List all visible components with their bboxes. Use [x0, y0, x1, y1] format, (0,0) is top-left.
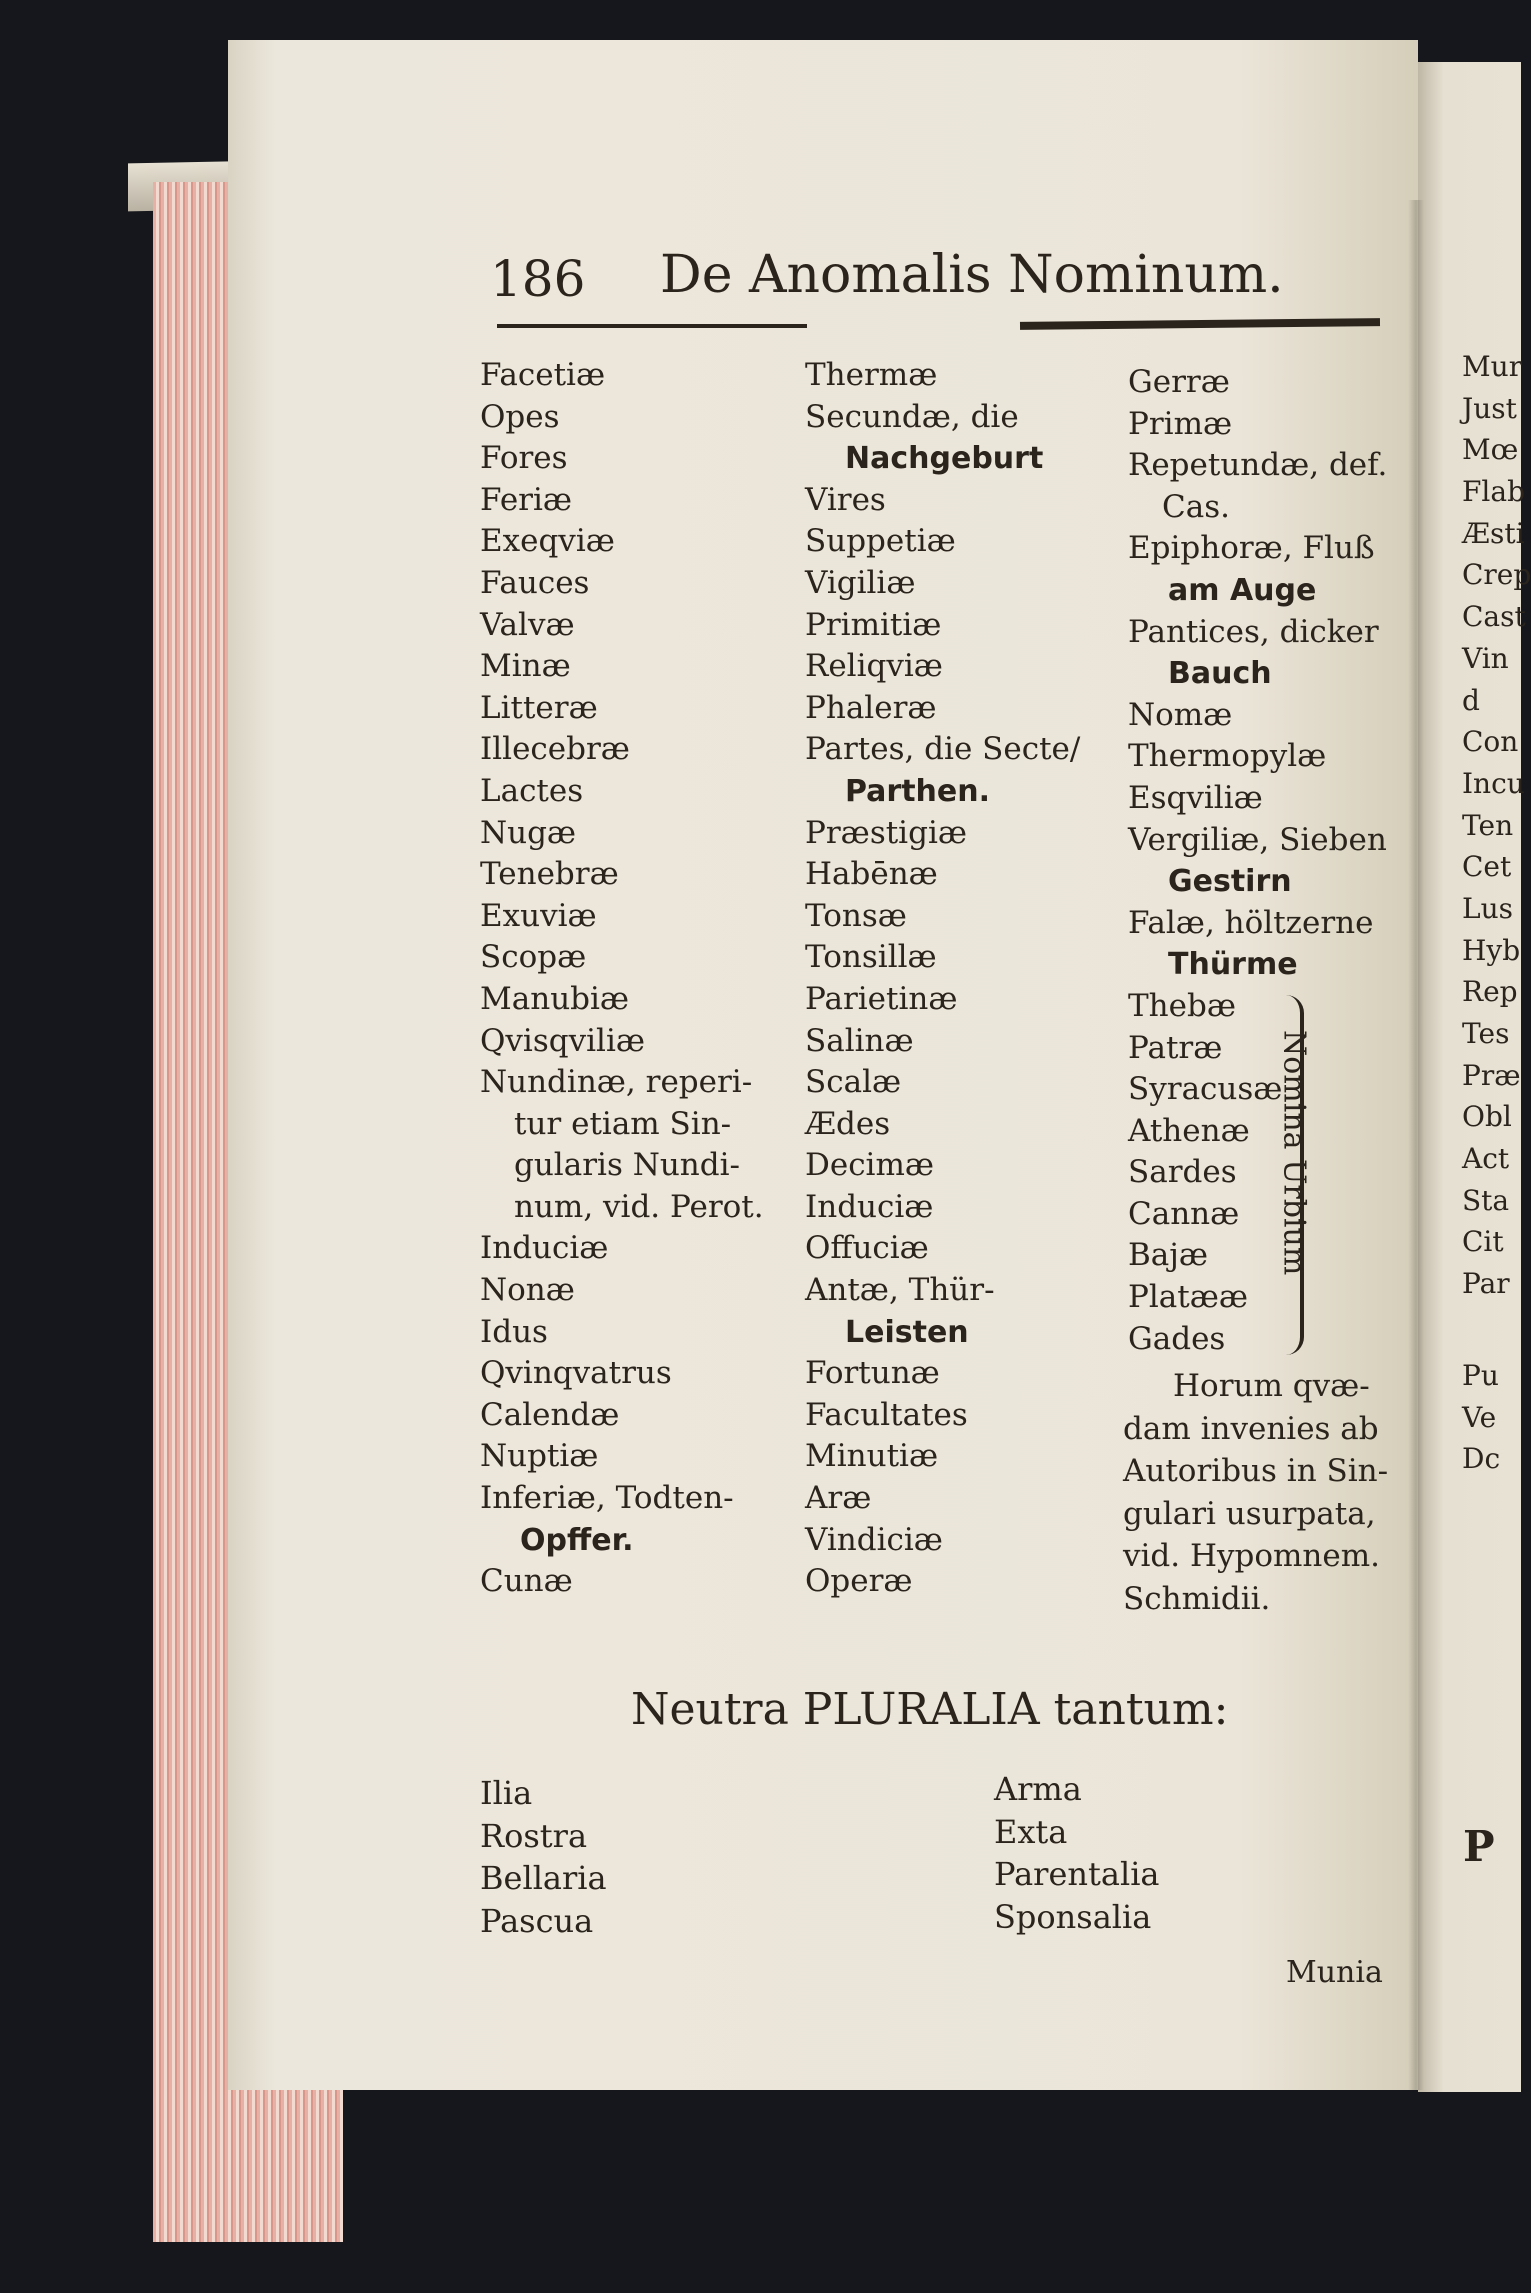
word-entry: Secundæ, die — [805, 398, 1019, 435]
fragment: Incu — [1462, 766, 1525, 800]
word-entry: Vindiciæ — [805, 1521, 943, 1558]
word-entry: Sardes — [1128, 1154, 1237, 1191]
word-entry: Nomæ — [1128, 696, 1233, 733]
word-entry: Syracusæ — [1128, 1071, 1283, 1108]
word-entry: Suppetiæ — [805, 523, 956, 560]
word-entry: Repetundæ, def. — [1128, 447, 1388, 484]
fragment: Dc — [1462, 1442, 1501, 1476]
note-line: Schmidii. — [1123, 1580, 1271, 1617]
word-entry: Decimæ — [805, 1147, 935, 1184]
word-entry: Qvisqviliæ — [480, 1022, 645, 1059]
word-entry: Pascua — [480, 1901, 594, 1940]
word-entry: Scopæ — [480, 939, 587, 976]
word-entry: Parietinæ — [805, 980, 958, 1017]
word-entry: Exeqviæ — [480, 523, 615, 560]
word-entry: Facetiæ — [480, 357, 606, 393]
word-entry: Pantices, dicker — [1128, 613, 1379, 650]
word-entry: Feriæ — [480, 481, 573, 518]
word-entry: Valvæ — [480, 606, 575, 643]
word-entry: Minæ — [480, 648, 571, 685]
word-entry: Nugæ — [480, 814, 577, 851]
word-entry: Cannæ — [1128, 1195, 1240, 1232]
word-entry: Ilia — [480, 1774, 533, 1812]
word-entry: Habēnæ — [805, 856, 938, 893]
fragment: Vin — [1462, 641, 1509, 675]
word-entry: Primitiæ — [805, 606, 942, 643]
word-entry: Vergiliæ, Sieben — [1128, 821, 1387, 858]
word-entry: Inferiæ, Todten- — [480, 1480, 734, 1517]
word-entry-continuation: tur etiam Sin- — [514, 1105, 732, 1142]
note-line: gulari usurpata, — [1123, 1495, 1376, 1532]
section-heading: Neutra PLURALIA tantum: — [631, 1684, 1229, 1735]
word-entry: Vigiliæ — [805, 564, 916, 601]
neutra-left-list — [480, 1772, 607, 1942]
word-entry: Fauces — [480, 564, 590, 601]
word-entry: Fores — [480, 440, 568, 477]
word-entry: Epiphoræ, Fluß — [1128, 530, 1375, 567]
word-entry: Esqviliæ — [1128, 779, 1263, 816]
word-entry: Salinæ — [805, 1022, 914, 1059]
page-number: 186 — [490, 250, 586, 308]
word-entry: Lactes — [480, 772, 584, 809]
fragment: Mœ — [1462, 433, 1519, 467]
fragment: Pu — [1462, 1359, 1499, 1392]
word-entry: Præstigiæ — [805, 814, 967, 851]
facing-page-fragments-mid — [1462, 1355, 1500, 1480]
word-entry: Fortunæ — [805, 1355, 940, 1392]
word-entry: Nuptiæ — [480, 1438, 599, 1475]
word-entry: Tonsæ — [805, 897, 907, 934]
fragment: Crep — [1462, 558, 1531, 592]
word-entry-continuation: am Auge — [1168, 572, 1317, 608]
fragment: Sta — [1462, 1183, 1510, 1217]
word-entry: Patræ — [1128, 1029, 1223, 1066]
word-entry: Manubiæ — [480, 980, 630, 1017]
word-entry: Bajæ — [1128, 1237, 1209, 1274]
word-entry: Exta — [994, 1812, 1068, 1851]
word-entry: Cunæ — [480, 1563, 573, 1600]
word-entry: Illecebræ — [480, 731, 630, 768]
note-line: dam invenies ab — [1123, 1410, 1379, 1447]
word-entry-continuation: num, vid. Perot. — [514, 1188, 764, 1225]
fragment: Præ — [1462, 1058, 1521, 1092]
header-rule-left — [497, 324, 807, 328]
word-entry: Vires — [805, 481, 886, 518]
note-line: Horum qvæ- — [1173, 1368, 1370, 1404]
fragment: Tes — [1462, 1017, 1510, 1050]
word-entry: Qvinqvatrus — [480, 1355, 672, 1392]
catchword: Munia — [1286, 1955, 1383, 1990]
word-entry: Thermæ — [805, 357, 938, 393]
fragment: Lus — [1462, 891, 1513, 925]
word-entry-continuation: gularis Nundi- — [514, 1147, 740, 1184]
fragment: Hyb — [1462, 933, 1521, 967]
word-entry-continuation: Bauch — [1168, 656, 1272, 692]
fragment: Cast — [1462, 600, 1526, 634]
facing-page-fragment-p: P — [1463, 1822, 1495, 1871]
fragment: Just — [1462, 391, 1517, 425]
word-entry: Arma — [994, 1770, 1082, 1808]
fragment: Act — [1462, 1142, 1510, 1176]
word-entry-continuation: Parthen. — [845, 773, 991, 809]
column-3 — [1128, 362, 1387, 1360]
word-entry: Induciæ — [805, 1188, 934, 1225]
word-entry: Scalæ — [805, 1064, 902, 1101]
word-entry: Exuviæ — [480, 897, 597, 934]
word-entry: Minutiæ — [805, 1438, 939, 1475]
fragment: Obl — [1462, 1100, 1512, 1134]
column-2 — [805, 355, 1080, 1603]
note-line: Autoribus in Sin- — [1123, 1453, 1389, 1489]
word-entry: Falæ, höltzerne — [1128, 904, 1374, 941]
word-entry: Sponsalia — [994, 1897, 1152, 1936]
fragment: Ten — [1462, 808, 1514, 842]
facing-page-fragments-top — [1462, 346, 1531, 1305]
word-entry-continuation: Cas. — [1162, 488, 1230, 525]
word-entry: Idus — [480, 1313, 548, 1350]
fragment: Cet — [1462, 850, 1512, 884]
word-entry-continuation: Leisten — [845, 1314, 969, 1350]
word-entry: Gades — [1128, 1320, 1226, 1357]
fragment: Cit — [1462, 1225, 1504, 1259]
word-entry: Induciæ — [480, 1230, 609, 1267]
word-entry: Reliqviæ — [805, 648, 943, 685]
neutra-right-list — [994, 1768, 1160, 1938]
word-entry: Platææ — [1128, 1279, 1248, 1316]
word-entry: Litteræ — [480, 689, 598, 726]
word-entry: Nonæ — [480, 1272, 575, 1309]
word-entry: Ædes — [805, 1105, 891, 1142]
fragment: d — [1462, 683, 1480, 717]
word-entry-continuation: Gestirn — [1168, 864, 1292, 900]
running-title: De Anomalis Nominum. — [660, 245, 1284, 305]
nomina-urbium-label: Nomina Urbium — [1276, 1030, 1312, 1276]
fragment: Rep — [1462, 975, 1518, 1009]
word-entry: Tonsillæ — [805, 939, 937, 976]
word-entry-continuation: Thürme — [1168, 947, 1298, 983]
word-entry: Rostra — [480, 1816, 588, 1855]
note-line: vid. Hypomnem. — [1123, 1538, 1380, 1574]
word-entry: Parentalia — [994, 1855, 1160, 1893]
word-entry: Tenebræ — [480, 856, 619, 893]
fragment: Mur — [1462, 350, 1523, 383]
fragment: Par — [1462, 1267, 1510, 1301]
word-entry: Primæ — [1128, 405, 1233, 442]
word-entry: Operæ — [805, 1563, 913, 1600]
fragment: Ve — [1462, 1400, 1497, 1434]
word-entry: Facultates — [805, 1396, 968, 1433]
word-entry: Athenæ — [1128, 1112, 1250, 1149]
column-1 — [480, 355, 764, 1603]
word-entry: Nundinæ, reperi- — [480, 1064, 753, 1101]
word-entry: Thermopylæ — [1128, 738, 1327, 775]
word-entry-continuation: Opffer. — [520, 1522, 634, 1558]
fragment: Con — [1462, 725, 1519, 759]
word-entry: Partes, die Secte/ — [805, 731, 1081, 768]
word-entry: Antæ, Thür- — [805, 1272, 995, 1309]
word-entry: Aræ — [805, 1480, 872, 1517]
word-entry: Offuciæ — [805, 1230, 929, 1267]
word-entry: Gerræ — [1128, 364, 1230, 400]
usage-note — [1123, 1365, 1388, 1620]
fragment: Æsti — [1462, 516, 1525, 550]
fragment: Flab — [1462, 475, 1525, 509]
word-entry-continuation: Nachgeburt — [845, 441, 1044, 477]
word-entry: Bellaria — [480, 1859, 607, 1897]
word-entry: Calendæ — [480, 1396, 620, 1433]
gutter-shadow — [1408, 200, 1424, 2090]
word-entry: Opes — [480, 398, 560, 435]
word-entry: Thebæ — [1128, 987, 1236, 1024]
word-entry: Phaleræ — [805, 689, 937, 726]
